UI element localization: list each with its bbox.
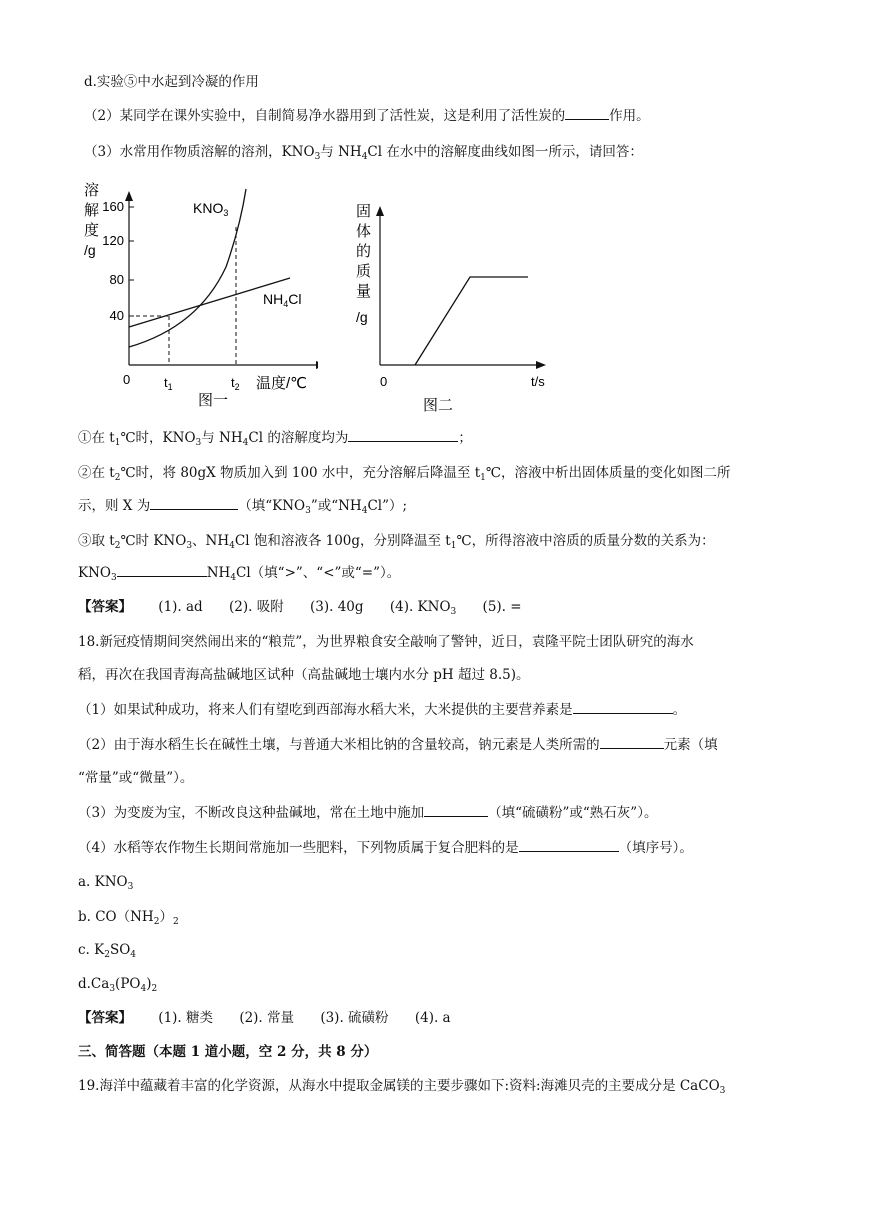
section-3-heading: 三、简答题（本题 1 道小题，空 2 分，共 8 分） — [78, 1044, 378, 1060]
precipitate-chart — [348, 200, 548, 420]
question-2-line: （2）某同学在课外实验中，自制简易净水器用到了活性炭，这是利用了活性炭的 作用。 — [84, 108, 650, 124]
answer-blank[interactable] — [117, 563, 207, 577]
subquestion-3: ③取 $t_2℃$时 $KNO_3$、$NH_4Cl$ 饱和溶液各 100g，分别降温至 $t_1℃$，所得溶液中溶质的质量分数的关系为： — [78, 533, 715, 551]
ylabel-char: 固 — [356, 203, 372, 220]
ylabel-char: 体 — [356, 223, 372, 240]
y-tick-label: 80 — [109, 272, 124, 287]
option-c: c. $K_2SO_4$ — [78, 942, 137, 960]
figure-caption: 图二 — [423, 397, 454, 414]
subquestion-1: ①在 $t_1℃$时，$KNO_3$与 $NH_4Cl$ 的溶解度均为 ； — [78, 430, 472, 448]
option-d-line: d.实验⑤中水起到冷凝的作用 — [84, 74, 259, 90]
answer-18: 【答案】 (1). 糖类 (2). 常量 (3). 硫磺粉 (4). a — [78, 1010, 451, 1026]
figure-caption: 图一 — [198, 392, 229, 409]
y-tick-label: 40 — [109, 308, 124, 323]
question-18-line2: 稻，再次在我国青海高盐碱地区试种（高盐碱地士壤内水分 pH 超过 8.5)。 — [78, 667, 530, 683]
origin-label: 0 — [380, 374, 388, 389]
ylabel-char: 的 — [356, 243, 372, 260]
nh4cl-label: $NH_4Cl$ — [263, 291, 302, 309]
answer-blank[interactable] — [600, 735, 664, 749]
y-axis-arrow — [376, 206, 384, 216]
origin-label: 0 — [123, 372, 131, 387]
answer-blank[interactable] — [348, 428, 458, 442]
ylabel-char: 质 — [356, 263, 372, 280]
answer-blank[interactable] — [519, 838, 619, 852]
ylabel-char: 量 — [356, 283, 372, 300]
x-axis-arrow — [316, 361, 318, 369]
answer-blank[interactable] — [150, 496, 238, 510]
option-b: b. $CO(NH_2)_2$ — [78, 909, 179, 927]
y-axis-arrow — [125, 191, 133, 201]
answer-blank[interactable] — [424, 803, 488, 817]
subquestion-2-cont: 示，则 X 为 （填“$KNO_3$”或“$NH_4Cl$”）; — [78, 498, 408, 516]
x-axis-arrow — [536, 361, 546, 369]
option-a: a. $KNO_3$ — [78, 874, 134, 892]
answer-17: 【答案】 (1). ad (2). 吸附 (3). 40g (4). $KNO_3$ (5). = — [78, 599, 522, 617]
y-tick-label: 120 — [102, 233, 124, 248]
ylabel-char: 溶 — [84, 182, 100, 199]
ylabel-char: /g — [356, 309, 368, 325]
ylabel-char: 解 — [84, 202, 100, 219]
x-axis-label: 温度/℃ — [256, 375, 308, 392]
x-axis-label: t/s — [531, 374, 545, 389]
subquestion-2: ②在 $t_2℃$时，将 80gX 物质加入到 100 水中，充分溶解后降温至 $t_1℃$，溶液中析出固体质量的变化如图二所 — [78, 465, 731, 483]
ylabel-char: /g — [84, 242, 96, 258]
option-d: $d.Ca_3(PO_4)_2$ — [78, 976, 158, 994]
y-tick-label: 160 — [102, 199, 124, 214]
question-18-sub4: （4）水稻等农作物生长期间常施加一些肥料，下列物质属于复合肥料的是 （填序号）。 — [78, 840, 693, 856]
answer-blank[interactable] — [573, 700, 673, 714]
question-3-line: （3）水常用作物质溶解的溶剂，$KNO_3$与 $NH_4Cl$ 在水中的溶解度曲线如图一所示，请回答： — [84, 144, 643, 162]
question-18-sub1: （1）如果试种成功，将来人们有望吃到西部海水稻大米，大米提供的主要营养素是 。 — [78, 702, 687, 718]
kno3-label: $KNO_3$ — [193, 200, 229, 218]
question-19-line: 19.海洋中蕴藏着丰富的化学资源，从海水中提取金属镁的主要步骤如下:资料:海滩贝壳的主要成分是 CaCO$_3$ — [78, 1078, 726, 1096]
x-tick-t1: $t_1$ — [164, 375, 173, 392]
precipitate-line — [415, 277, 528, 365]
question-18-sub2: （2）由于海水稻生长在碱性土壤，与普通大米相比钠的含量较高，钠元素是人类所需的 元素（填 — [78, 737, 718, 753]
x-tick-t2: $t_2$ — [231, 375, 240, 392]
subquestion-3-cont: $KNO_3$ $NH_4Cl$（填“>”、“<”或“=”）。 — [78, 565, 401, 583]
kno3-curve — [129, 189, 246, 347]
solubility-chart — [78, 177, 318, 417]
question-18-line1: 18.新冠疫情期间突然闹出来的“粮荒”，为世界粮食安全敲响了警钟，近日，袁隆平院士团队研究的海水 — [78, 634, 694, 650]
question-18-sub3: （3）为变废为宝，不断改良这种盐碱地，常在土地中施加 （填“硫磺粉”或“熟石灰”）。 — [78, 805, 658, 821]
ylabel-char: 度 — [84, 222, 100, 239]
answer-blank[interactable] — [565, 106, 609, 120]
question-18-sub2-cont: “常量”或“微量”）。 — [78, 770, 194, 786]
